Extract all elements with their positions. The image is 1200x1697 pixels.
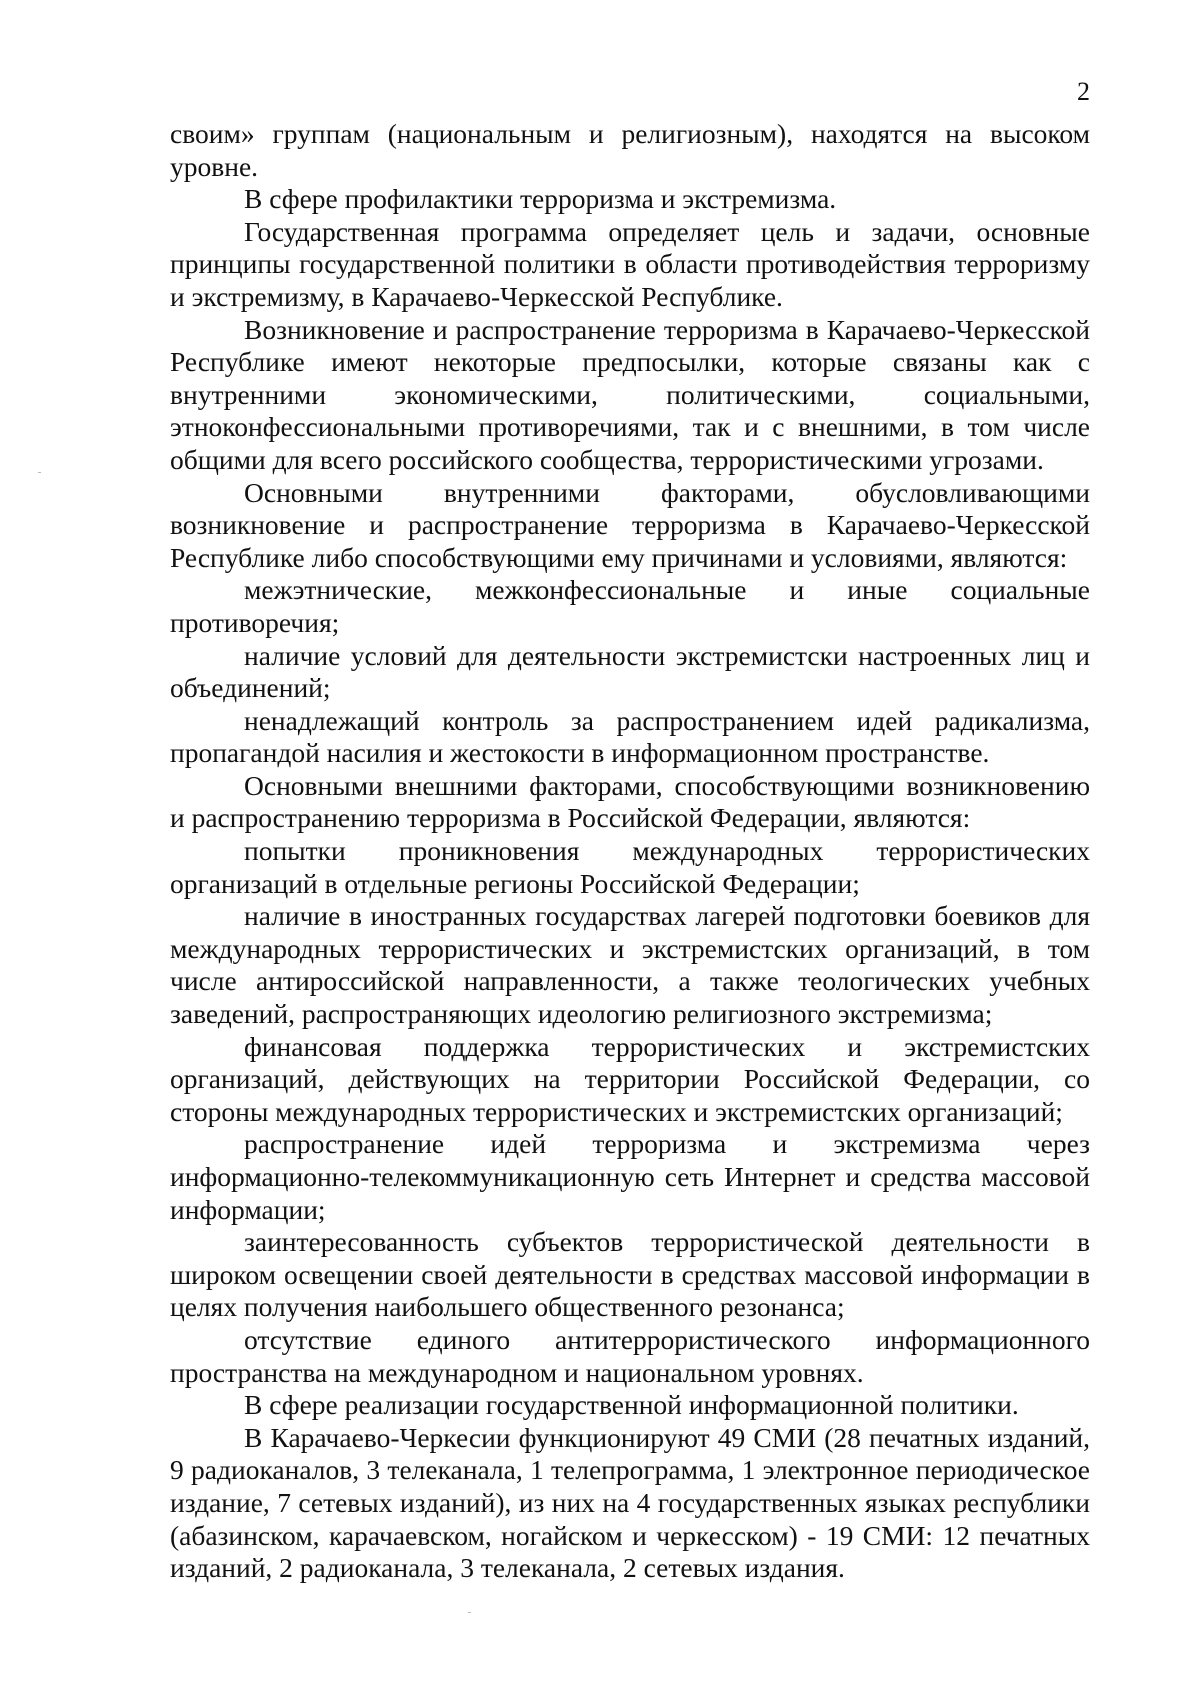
document-body (170, 118, 1090, 1585)
list-item: попытки проникновения международных террористических организаций в отдельные регионы Российской Федерации; (170, 835, 1090, 899)
paragraph: Основными внутренними факторами, обусловливающими возникновение и распространение терроризма в Карачаево-Черкесской Республике либо способствующими ему причинами и условиями, являются: (170, 476, 1090, 573)
scan-speck (38, 472, 41, 473)
paragraph: своим» группам (национальным и религиозным), находятся на высоком уровне. (170, 118, 1090, 182)
scan-speck (468, 1612, 471, 1613)
list-item: наличие в иностранных государствах лагерей подготовки боевиков для международных террористических и экстремистских организаций, в том числе антироссийской направленности, а также теологических учебных заведений, распространяющих идеологию религиозного экстремизма; (170, 900, 1090, 1030)
paragraph: Основными внешними факторами, способствующими возникновению и распространению терроризма в Российской Федерации, являются: (170, 769, 1090, 834)
paragraph: Государственная программа определяет цель и задачи, основные принципы государственной политики в области противодействия терроризму и экстремизму, в Карачаево-Черкесской Республике. (170, 215, 1090, 312)
list-item: межэтнические, межконфессиональные и иные социальные противоречия; (170, 574, 1090, 638)
paragraph: В сфере реализации государственной информационной политики. (244, 1389, 1019, 1421)
paragraph: Возникновение и распространение терроризма в Карачаево-Черкесской Республике имеют некоторые предпосылки, которые связаны как с внутренними экономическими, политическими, социальными, этноконфессиональными противоречиями, так и с внешними, в том числе общими для всего российского сообщества, террористическими угрозами. (170, 313, 1090, 475)
paragraph: В сфере профилактики терроризма и экстремизма. (244, 183, 837, 215)
list-item: финансовая поддержка террористических и экстремистских организаций, действующих на территории Российской Федерации, со стороны международных террористических и экстремистских организаций; (170, 1030, 1090, 1127)
list-item: заинтересованность субъектов террористической деятельности в широком освещении своей деятельности в средствах массовой информации в целях получения наибольшего общественного резонанса; (170, 1226, 1090, 1323)
list-item: наличие условий для деятельности экстремистски настроенных лиц и объединений; (170, 639, 1090, 704)
list-item: распространение идей терроризма и экстремизма через информационно-телекоммуникационную сеть Интернет и средства массовой информации; (170, 1128, 1090, 1225)
list-item: ненадлежащий контроль за распространением идей радикализма, пропагандой насилия и жестокости в информационном пространстве. (170, 704, 1090, 769)
list-item: отсутствие единого антитеррористического информационного пространства на международном и национальном уровнях. (170, 1323, 1090, 1388)
paragraph: В Карачаево-Черкесии функционируют 49 СМИ (28 печатных изданий, 9 радиоканалов, 3 телеканала, 1 телепрограмма, 1 электронное периодическое издание, 7 сетевых изданий), из них на 4 государственных языках республики (абазинском, карачаевском, ногайском и черкесском) - 19 СМИ: 12 печатных изданий, 2 радиоканала, 3 телеканала, 2 сетевых издания. (170, 1421, 1090, 1584)
page-number: 2 (1077, 77, 1090, 106)
